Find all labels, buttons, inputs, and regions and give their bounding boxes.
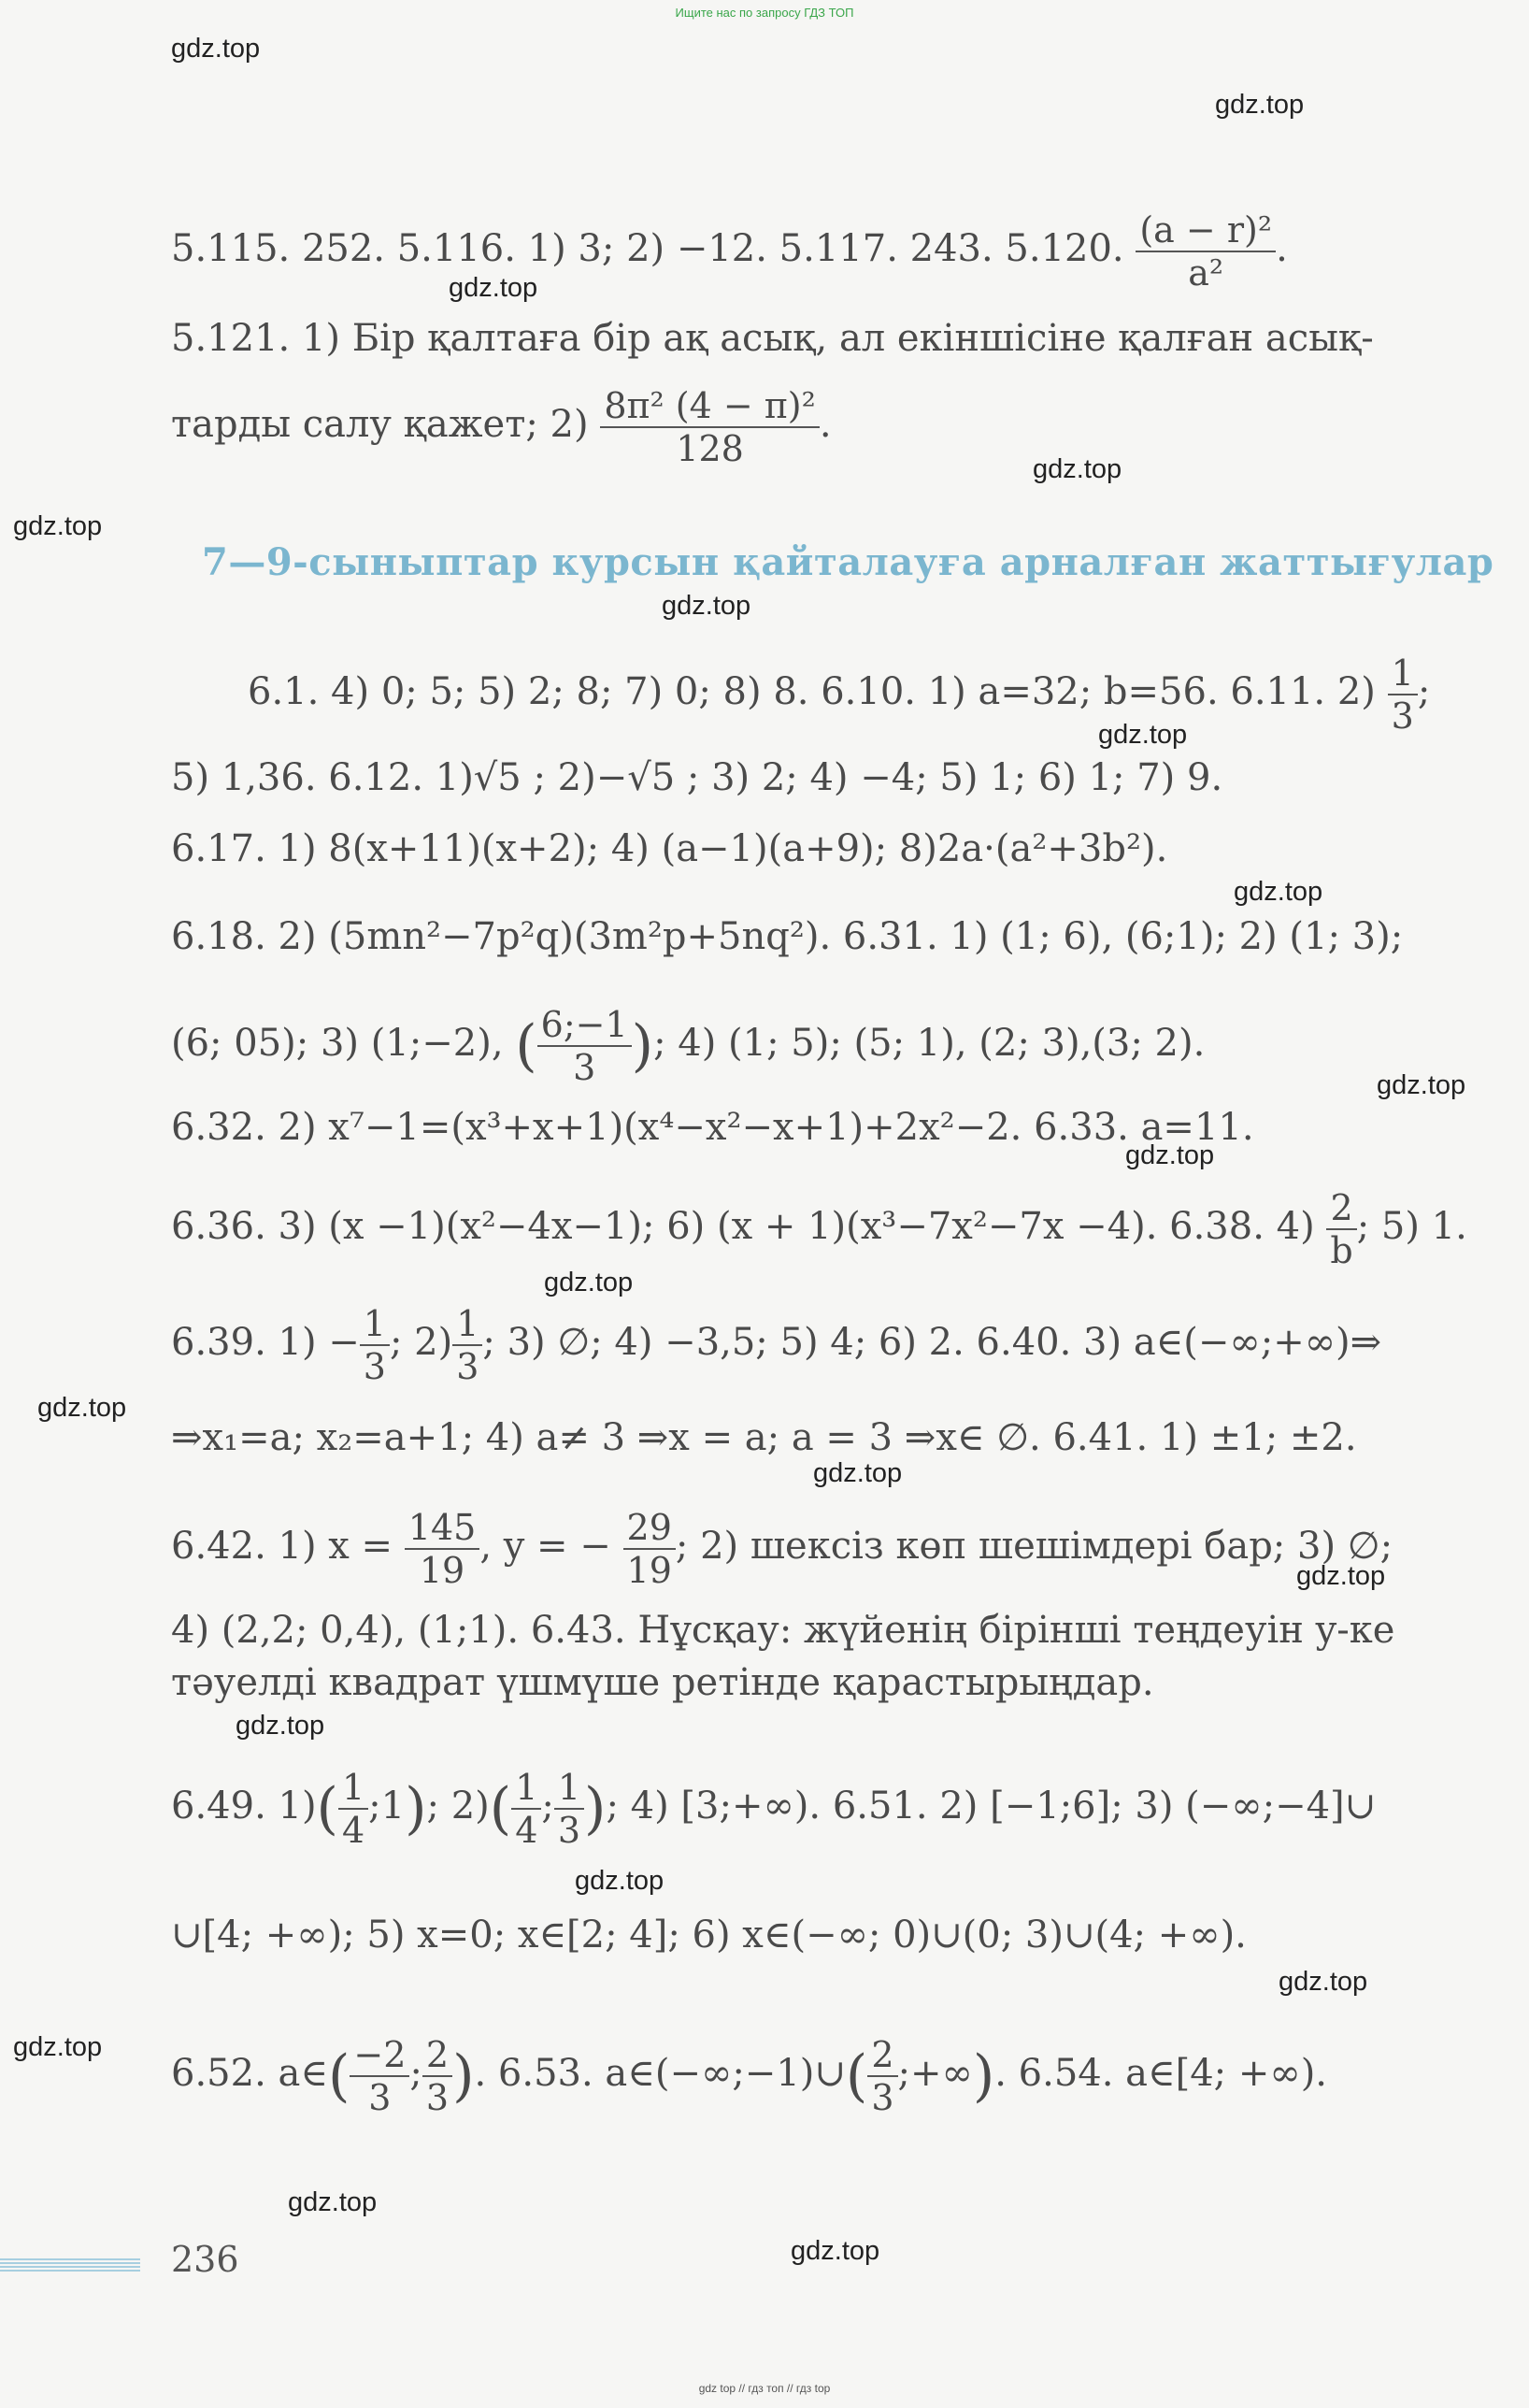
answer-line-6-31-cont: (6; 05); 3) (1;−2), ( $\frac{6;-1}{3}$ ); 4) (1; 5); (5; 1), (2; 3),(3; 2). (171, 1004, 1206, 1088)
watermark: gdz.top (544, 1268, 634, 1297)
watermark: gdz.top (575, 1866, 664, 1896)
watermark: gdz.top (1215, 90, 1305, 120)
watermark: gdz.top (813, 1458, 903, 1488)
fraction-6-42-x: $\frac{145}{19}$ (405, 1507, 480, 1591)
header-note: Ищите нас по запросу ГДЗ ТОП (675, 6, 854, 20)
fraction-6-52-b: $\frac{2}{3}$ (422, 2034, 452, 2118)
answer-line-6-32: 6.32. 2) x⁷−1=(x³+x+1)(x⁴−x²−x+1)+2x²−2. 6.33. a=11. (171, 1106, 1254, 1149)
answer-line-6-42: 6.42. 1) x = $\frac{145}{19}$ , y = − $\frac{29}{19}$ ; 2) шексіз көп шешімдері бар; 3) ∅; (171, 1507, 1393, 1591)
answer-line-6-17: 6.17. 1) 8(x+11)(x+2); 4) (a−1)(a+9); 8)2a·(a²+3b²). (171, 827, 1168, 870)
watermark: gdz.top (1125, 1140, 1215, 1170)
watermark: gdz.top (171, 34, 261, 64)
fraction-6-53: $\frac{2}{3}$ (867, 2034, 897, 2118)
watermark: gdz.top (1234, 877, 1323, 907)
watermark: gdz.top (13, 511, 103, 541)
answer-line-5-115: 5.115. 252. 5.116. 1) 3; 2) −12. 5.117. 243. 5.120. $\frac{\text{(a − r)²}}{\text{a²}}$ . (171, 209, 1288, 294)
watermark: gdz.top (37, 1393, 127, 1423)
fraction-6-49-a: $\frac{1}{4}$ (338, 1767, 368, 1851)
fraction-6-49-b2: $\frac{1}{3}$ (554, 1767, 584, 1851)
answer-line-6-40-cont: ⇒x₁=a; x₂=a+1; 4) a≠ 3 ⇒x = a; a = 3 ⇒x∈ ∅. 6.41. 1) ±1; ±2. (171, 1416, 1357, 1459)
fraction-6-39-a: $\frac{1}{3}$ (360, 1303, 390, 1387)
watermark: gdz.top (1296, 1561, 1386, 1591)
watermark: gdz.top (1033, 454, 1122, 484)
answer-line-6-49: 6.49. 1)( $\frac{1}{4}$ ;1); 2)( $\frac{1}{4}$ ; $\frac{1}{3}$ ); 4) [3;+∞). 6.51. 2) [−1;6]; 3) (−∞;−4]∪ (171, 1767, 1377, 1851)
fraction-6-49-b1: $\frac{1}{4}$ (511, 1767, 541, 1851)
answer-line-6-43: 4) (2,2; 0,4), (1;1). 6.43. Нұсқау: жүйенің бірінші теңдеуін y-ке (171, 1609, 1395, 1652)
watermark: gdz.top (1098, 720, 1188, 750)
answer-line-6-18: 6.18. 2) (5mn²−7p²q)(3m²p+5nq²). 6.31. 1) (1; 6), (6;1); 2) (1; 3); (171, 915, 1404, 958)
answer-line-6-43-cont: тәуелді квадрат үшмүше ретінде қарастырыңдар. (171, 1661, 1154, 1704)
answer-line-6-12: 5) 1,36. 6.12. 1)√5 ; 2)−√5 ; 3) 2; 4) −4; 5) 1; 6) 1; 7) 9. (171, 756, 1223, 799)
answer-line-6-1: 6.1. 4) 0; 5; 5) 2; 8; 7) 0; 8) 8. 6.10. 1) a=32; b=56. 6.11. 2) $\frac{1}{3}$ ; (248, 652, 1431, 737)
answer-line-6-39: 6.39. 1) − $\frac{1}{3}$ ; 2) $\frac{1}{3}$ ; 3) ∅; 4) −3,5; 5) 4; 6) 2. 6.40. 3) a∈(−∞;+∞)⇒ (171, 1303, 1382, 1387)
watermark: gdz.top (1377, 1070, 1466, 1100)
watermark: gdz.top (13, 2032, 103, 2062)
fraction-6-39-b: $\frac{1}{3}$ (452, 1303, 482, 1387)
answer-line-6-52: 6.52. a∈( $\frac{-2}{3}$ ; $\frac{2}{3}$ ). 6.53. a∈(−∞;−1)∪( $\frac{2}{3}$ ;+∞). 6.54. a∈[4; +∞). (171, 2034, 1328, 2118)
answer-line-6-36: 6.36. 3) (x −1)(x²−4x−1); 6) (x + 1)(x³−7x²−7x −4). 6.38. 4) $\frac{2}{b}$ ; 5) 1. (171, 1187, 1467, 1271)
fraction-6-52-a: $\frac{-2}{3}$ (350, 2034, 409, 2118)
watermark: gdz.top (791, 2236, 880, 2266)
fraction-5-120: $\frac{\text{(a − r)²}}{\text{a²}}$ (1136, 209, 1276, 294)
fraction-6-11: $\frac{1}{3}$ (1388, 652, 1418, 737)
answer-line-5-121-cont: тарды салу қажет; 2) $\frac{\text{8π² (4 − π)²}}{128}$ . (171, 385, 832, 469)
page-number: 236 (171, 2239, 239, 2280)
watermark: gdz.top (449, 273, 538, 303)
answer-line-6-51-cont: ∪[4; +∞); 5) x=0; x∈[2; 4]; 6) x∈(−∞; 0)∪(0; 3)∪(4; +∞). (171, 1914, 1247, 1956)
fraction-6-31: $\frac{6;-1}{3}$ (537, 1004, 632, 1088)
watermark: gdz.top (288, 2187, 378, 2217)
page-number-bar (0, 2258, 140, 2272)
fraction-6-42-y: $\frac{29}{19}$ (623, 1507, 676, 1591)
footer-note: gdz top // гдз топ // гдз top (698, 2382, 831, 2395)
fraction-6-38: $\frac{2}{b}$ (1326, 1187, 1356, 1271)
watermark: gdz.top (662, 591, 751, 621)
watermark: gdz.top (1279, 1967, 1368, 1997)
answer-line-5-121: 5.121. 1) Бір қалтаға бір ақ асық, ал екіншісіне қалған асық- (171, 317, 1374, 360)
watermark: gdz.top (236, 1711, 325, 1741)
fraction-5-121: $\frac{\text{8π² (4 − π)²}}{128}$ (600, 385, 820, 469)
section-heading: 7—9-сыныптар курсын қайталауға арналған жаттығулар (202, 540, 1494, 584)
